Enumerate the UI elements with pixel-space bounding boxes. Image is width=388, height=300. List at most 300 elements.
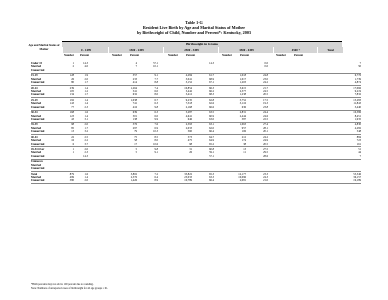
table-cell: 1.9 bbox=[84, 74, 88, 78]
table-cell: 1.6 bbox=[84, 111, 88, 115]
table-cell: 62.8 bbox=[209, 98, 214, 102]
table-cell: 1,426 bbox=[130, 179, 137, 183]
table-cell: 1.4 bbox=[84, 86, 88, 90]
percent-subheader: Percent bbox=[294, 53, 304, 57]
table-cell: 20.5 bbox=[263, 93, 268, 97]
table-cell: 639 bbox=[132, 111, 137, 115]
table-row bbox=[31, 130, 361, 133]
table-cell: 4,282 bbox=[354, 126, 361, 130]
age-group bbox=[31, 62, 361, 74]
table-cell: 36,157 bbox=[353, 176, 361, 180]
table-cell: 1,063 bbox=[239, 123, 246, 127]
table-cell: 24.4 bbox=[263, 111, 268, 115]
table-cell: 38 bbox=[243, 142, 246, 146]
table-cell: 0.0 bbox=[264, 62, 268, 65]
table-cell: 66.2 bbox=[209, 89, 214, 93]
table-cell: 10,386 bbox=[353, 111, 361, 115]
marital-status-label: Unmarried bbox=[31, 130, 45, 134]
table-cell: 3.2 bbox=[84, 130, 88, 134]
table-cell: 22.5 bbox=[263, 117, 268, 121]
table-cell: 1.4 bbox=[84, 176, 88, 180]
table-cell: 62.0 bbox=[209, 126, 214, 130]
marital-status-label: Unmarried bbox=[31, 81, 45, 85]
table-cell: 7 bbox=[359, 154, 361, 158]
table-cell: 9,235 bbox=[185, 98, 192, 102]
table-cell: 19,189 bbox=[353, 179, 361, 183]
footnote: Note: Numbers of unreported cases of birthweight for all age groups = 61. bbox=[31, 287, 109, 290]
table-cell: 161 bbox=[356, 142, 361, 146]
table-cell: 59.1 bbox=[209, 151, 214, 155]
table-cell: 7.2 bbox=[154, 172, 158, 176]
table-cell: 9.8 bbox=[154, 148, 158, 152]
table-cell: 6.3 bbox=[154, 111, 158, 115]
table-cell: 1,038 bbox=[130, 98, 137, 102]
table-cell: 9.1 bbox=[154, 74, 158, 78]
table-cell: 3,615 bbox=[239, 86, 246, 90]
table-header bbox=[62, 41, 342, 59]
table-cell: 60.8 bbox=[209, 148, 214, 152]
table-cell: 24.8 bbox=[263, 74, 268, 78]
table-cell: 3,440 bbox=[354, 105, 361, 109]
table-cell: 62.6 bbox=[209, 102, 214, 106]
table-cell: 66.4 bbox=[209, 179, 214, 183]
table-cell: 2.0 bbox=[84, 148, 88, 152]
marital-status-label: Unmarried bbox=[31, 179, 45, 183]
age-group bbox=[31, 87, 361, 99]
table-cell: 128 bbox=[69, 74, 74, 78]
table-cell: 7.4 bbox=[154, 86, 158, 90]
table-cell: 23.8 bbox=[263, 105, 268, 109]
table-cell: 6,776 bbox=[354, 74, 361, 78]
marital-status-label: Unmarried bbox=[31, 142, 45, 146]
table-cell: 7,318 bbox=[185, 102, 192, 106]
table-cell: 501 bbox=[132, 114, 137, 118]
table-cell: 6.4 bbox=[154, 176, 158, 180]
table-cell: 28.1 bbox=[263, 126, 268, 130]
table-cell: 9.9 bbox=[154, 117, 158, 121]
table-cell: 23.3 bbox=[263, 172, 268, 176]
table-cell: 106 bbox=[241, 130, 246, 134]
table-cell: 138 bbox=[132, 117, 137, 121]
table-cell: 4 bbox=[135, 62, 137, 65]
table-cell: 44 bbox=[358, 151, 361, 155]
table-cell: 58 bbox=[134, 139, 137, 143]
table-cell: 33,822 bbox=[184, 172, 192, 176]
table-cell: 2.0 bbox=[84, 77, 88, 81]
table-cell: 27.4 bbox=[263, 123, 268, 127]
table-cell: 5,412 bbox=[185, 93, 192, 97]
table-cell: 2,831 bbox=[239, 111, 246, 115]
table-cell: 1.7 bbox=[84, 81, 88, 85]
table-cell: 376 bbox=[132, 123, 137, 127]
age-group bbox=[31, 123, 361, 135]
footnote: *Birth percents may not add to 100 percent due to rounding. bbox=[31, 283, 94, 286]
table-cell: 13 bbox=[71, 130, 74, 134]
table-cell: 50 bbox=[358, 65, 361, 69]
table-cell: 17 bbox=[134, 142, 137, 146]
table-cell: 68.9 bbox=[209, 77, 214, 81]
table-cell: 63.0 bbox=[209, 117, 214, 121]
table-cell: 24.6 bbox=[263, 114, 268, 118]
marital-status-label: Married bbox=[31, 102, 42, 106]
table-cell: 64.9 bbox=[209, 139, 214, 143]
table-number: Table 1-G bbox=[185, 20, 203, 25]
table-cell: 2.0 bbox=[84, 179, 88, 183]
table-cell: 1,203 bbox=[239, 81, 246, 85]
table-cell: 64.7 bbox=[209, 135, 214, 139]
table-cell: 3,152 bbox=[185, 81, 192, 85]
table-cell: 1.4 bbox=[84, 98, 88, 102]
table-cell: 0.0 bbox=[264, 65, 268, 69]
table-cell: 1.6 bbox=[84, 172, 88, 176]
table-cell: 884 bbox=[356, 135, 361, 139]
table-cell: 1,739 bbox=[354, 77, 361, 81]
table-cell: 1,238 bbox=[239, 93, 246, 97]
table-cell: 380 bbox=[69, 179, 74, 183]
table-cell: 17.5 bbox=[263, 98, 268, 102]
number-subheader: Number bbox=[168, 53, 178, 57]
table-row bbox=[31, 118, 361, 121]
table-cell: 6.0 bbox=[154, 114, 158, 118]
table-cell: 357 bbox=[132, 74, 137, 78]
age-group-label: Unknown bbox=[31, 160, 43, 164]
table-cell: 499 bbox=[69, 176, 74, 180]
table-cell: 4.0 bbox=[84, 65, 88, 69]
table-cell: 548 bbox=[356, 130, 361, 134]
table-cell: 297 bbox=[132, 126, 137, 130]
table-cell: 4,284 bbox=[185, 74, 192, 78]
table-cell: 24.2 bbox=[263, 81, 268, 85]
table-cell: 2,377 bbox=[239, 89, 246, 93]
table-cell: 28.6 bbox=[263, 154, 268, 158]
table-cell: 5,287 bbox=[185, 111, 192, 115]
table-cell: 63.3 bbox=[209, 176, 214, 180]
table-cell: 63.1 bbox=[209, 123, 214, 127]
table-cell: 16 bbox=[71, 139, 74, 143]
table-cell: 2,444 bbox=[239, 114, 246, 118]
table-cell: 11 bbox=[243, 151, 246, 155]
range-header: 4500 + bbox=[273, 47, 318, 53]
marital-status-label: Unmarried bbox=[31, 105, 45, 109]
table-cell: 12,177 bbox=[238, 172, 246, 176]
table-cell: 2.3 bbox=[84, 105, 88, 109]
age-group-label: 30-34 bbox=[31, 111, 38, 115]
marital-status-label: Unmarried bbox=[31, 117, 45, 121]
table-cell: 8.5 bbox=[154, 135, 158, 139]
table-cell: 1,017 bbox=[239, 77, 246, 81]
table-cell: 3.1 bbox=[84, 117, 88, 121]
table-subtitle: by Birthweight of Child, Number and Percent*: Kentucky, 2003 bbox=[136, 30, 252, 35]
age-group bbox=[31, 136, 361, 148]
table-cell: 4,830 bbox=[354, 123, 361, 127]
table-cell: 43 bbox=[71, 117, 74, 121]
table-cell: 3,041 bbox=[185, 77, 192, 81]
table-cell: 55,346 bbox=[353, 172, 361, 176]
table-cell: 2,081 bbox=[239, 179, 246, 183]
age-group-label: 25-29 bbox=[31, 98, 38, 102]
marital-status-label: Married bbox=[31, 139, 42, 143]
marital-status-label: Unmarried bbox=[31, 93, 45, 97]
table-cell: 192 bbox=[69, 98, 74, 102]
table-cell: 85 bbox=[71, 126, 74, 130]
marital-status-label: Married bbox=[31, 176, 42, 180]
table-cell: 3,802 bbox=[130, 172, 137, 176]
range-header: 0 - 1499 bbox=[62, 47, 109, 53]
table-cell: 24.5 bbox=[263, 89, 268, 93]
table-cell: 79 bbox=[134, 130, 137, 134]
table-cell: 387 bbox=[241, 117, 246, 121]
table-cell: 1 bbox=[72, 148, 74, 152]
marital-status-label: Unmarried bbox=[31, 167, 45, 171]
marital-status-label: Unmarried bbox=[31, 68, 45, 72]
table-cell: 15,283 bbox=[353, 98, 361, 102]
table-cell: 2.2 bbox=[84, 139, 88, 143]
table-cell: 57.1 bbox=[153, 62, 158, 65]
table-cell: 6.7 bbox=[154, 98, 158, 102]
table-row bbox=[31, 155, 361, 158]
table-cell: 2.3 bbox=[84, 151, 88, 155]
table-cell: 26 bbox=[71, 77, 74, 81]
table-cell: 573 bbox=[187, 135, 192, 139]
table-cell: 233 bbox=[132, 77, 137, 81]
table-cell: 3.7 bbox=[84, 142, 88, 146]
table-cell: 741 bbox=[132, 102, 137, 106]
table-cell: 10.3 bbox=[153, 130, 158, 134]
table-cell: 143 bbox=[69, 102, 74, 106]
table-cell: 29.5 bbox=[263, 151, 268, 155]
table-cell: 63.5 bbox=[209, 111, 214, 115]
age-group bbox=[31, 99, 361, 111]
table-body bbox=[31, 62, 361, 185]
number-subheader: Number bbox=[222, 53, 232, 57]
table-cell: 10.1 bbox=[153, 65, 158, 69]
table-cell: 61.7 bbox=[209, 74, 214, 78]
range-header-row bbox=[62, 47, 342, 53]
table-row bbox=[31, 69, 361, 72]
age-group bbox=[31, 160, 361, 172]
table-cell: 66.6 bbox=[209, 105, 214, 109]
age-group-label: 20-24 bbox=[31, 86, 38, 90]
table-cell: 26 bbox=[189, 151, 192, 155]
table-cell: 2.0 bbox=[84, 123, 88, 127]
table-cell: 2,593 bbox=[185, 123, 192, 127]
table-cell: 65.3 bbox=[209, 172, 214, 176]
table-cell: 9.1 bbox=[154, 151, 158, 155]
table-cell: 1.4 bbox=[84, 102, 88, 106]
number-subheader: Number bbox=[276, 53, 286, 57]
percent-subheader: Percent bbox=[186, 53, 196, 57]
table-row bbox=[31, 167, 361, 170]
age-group-label: 15-19 bbox=[31, 74, 38, 78]
table-cell: 27.5 bbox=[263, 148, 268, 152]
percent-subheader: Percent bbox=[130, 53, 140, 57]
table-cell: 20.5 bbox=[263, 142, 268, 146]
table-cell: 20.1 bbox=[263, 130, 268, 134]
table-cell: 1 bbox=[72, 62, 74, 65]
table-cell: 21.0 bbox=[263, 179, 268, 183]
table-cell: 23.0 bbox=[263, 77, 268, 81]
range-header: 3500 - 4499 bbox=[218, 47, 274, 53]
table-cell: 3,116 bbox=[239, 102, 246, 106]
table-title: Resident Live Birth by Age and Marital Status of Mother bbox=[142, 25, 246, 30]
table-cell: 1 bbox=[72, 151, 74, 155]
percent-subheader: Percent bbox=[240, 53, 250, 57]
table-cell: 17,066 bbox=[353, 86, 361, 90]
age-group-label: 40-44 bbox=[31, 135, 38, 139]
table-cell: 10,789 bbox=[184, 179, 192, 183]
table-cell: 14.3 bbox=[209, 62, 214, 65]
age-group bbox=[31, 111, 361, 123]
table-cell: 11,843 bbox=[353, 102, 361, 106]
table-cell: 6 bbox=[72, 142, 74, 146]
table-cell: 19.3 bbox=[263, 102, 268, 106]
table-cell: 66.4 bbox=[209, 130, 214, 134]
table-cell: 8.8 bbox=[154, 81, 158, 85]
row-divider bbox=[31, 183, 361, 184]
age-group-label: 45-54 Over bbox=[31, 148, 45, 152]
table-cell: 98 bbox=[71, 123, 74, 127]
table-cell: 60.9 bbox=[209, 114, 214, 118]
table-cell: 2.5 bbox=[84, 135, 88, 139]
table-cell: 22 bbox=[71, 135, 74, 139]
table-cell: 7 bbox=[359, 62, 361, 65]
table-cell: 5,442 bbox=[185, 89, 192, 93]
table-cell: 1,018 bbox=[239, 74, 246, 78]
table-cell: 2,376 bbox=[130, 176, 137, 180]
table-cell: 2,033 bbox=[185, 126, 192, 130]
table-cell: 4,874 bbox=[354, 81, 361, 85]
table-cell: 7.6 bbox=[154, 123, 158, 127]
range-header: 2500 - 3499 bbox=[163, 47, 219, 53]
table-cell: 212 bbox=[241, 135, 246, 139]
table-row bbox=[31, 179, 361, 182]
marital-status-label: Unmarried bbox=[31, 154, 45, 158]
table-cell: 80 bbox=[71, 81, 74, 85]
table-cell: 65.2 bbox=[209, 142, 214, 146]
table-cell: 1,935 bbox=[354, 117, 361, 121]
table-cell: 105 bbox=[69, 89, 74, 93]
table-cell: 723 bbox=[356, 139, 361, 143]
table-cell: 416 bbox=[132, 105, 137, 109]
age-group-label: 35-39 bbox=[31, 123, 38, 127]
table-cell: 1,264 bbox=[130, 86, 137, 90]
table-row bbox=[31, 81, 361, 84]
table-cell: 10,854 bbox=[184, 86, 192, 90]
percent-subheader: Percent bbox=[80, 53, 90, 57]
table-cell: 646 bbox=[187, 117, 192, 121]
table-cell: 879 bbox=[69, 172, 74, 176]
table-cell: 13 bbox=[243, 148, 246, 152]
table-cell: 10,096 bbox=[238, 176, 246, 180]
table-cell: 5 bbox=[135, 151, 137, 155]
table-row bbox=[31, 143, 361, 146]
table-cell: 66.3 bbox=[209, 86, 214, 90]
table-cell: 2,168 bbox=[185, 105, 192, 109]
table-cell: 68.3 bbox=[209, 93, 214, 97]
table-cell: 8,451 bbox=[354, 114, 361, 118]
table-cell: 957 bbox=[241, 126, 246, 130]
table-cell: 75 bbox=[134, 135, 137, 139]
number-subheader: Number bbox=[64, 53, 74, 57]
table-cell: 1.4 bbox=[84, 114, 88, 118]
marital-status-label: Married bbox=[31, 89, 42, 93]
table-cell: 7,832 bbox=[354, 93, 361, 97]
table-cell: 98 bbox=[189, 142, 192, 146]
table-cell: 475 bbox=[187, 139, 192, 143]
table-cell: 77 bbox=[71, 105, 74, 109]
table-cell: 560 bbox=[187, 130, 192, 134]
table-cell: 10.6 bbox=[153, 142, 158, 146]
range-header: 1500 - 2499 bbox=[108, 47, 164, 53]
range-header: Total bbox=[317, 47, 343, 53]
table-cell: 24.9 bbox=[263, 139, 268, 143]
table-cell: 23,033 bbox=[184, 176, 192, 180]
table-cell: 632 bbox=[132, 93, 137, 97]
table-cell: 14.3 bbox=[83, 154, 88, 158]
table-cell: 168 bbox=[69, 111, 74, 115]
marital-status-label: Married bbox=[31, 163, 42, 167]
number-subheader: Number bbox=[112, 53, 122, 57]
table-cell: 21.7 bbox=[263, 86, 268, 90]
table-cell: 8.0 bbox=[154, 139, 158, 143]
table-cell: 1.7 bbox=[84, 93, 88, 97]
table-cell: 8.9 bbox=[154, 179, 158, 183]
table-row bbox=[31, 93, 361, 96]
marital-status-label: Married bbox=[31, 77, 42, 81]
table-cell: 123 bbox=[69, 114, 74, 118]
table-cell: 6.3 bbox=[154, 102, 158, 106]
table-cell: 414 bbox=[132, 81, 137, 85]
table-cell: 541 bbox=[132, 89, 137, 93]
table-cell: 134 bbox=[69, 93, 74, 97]
age-group bbox=[31, 74, 361, 86]
table-cell: 9.8 bbox=[154, 105, 158, 109]
table-cell: 8.0 bbox=[154, 93, 158, 97]
age-group bbox=[31, 173, 361, 185]
table-cell: 6.0 bbox=[154, 89, 158, 93]
marital-status-label: Married bbox=[31, 151, 42, 155]
table-cell: 24.3 bbox=[263, 176, 268, 180]
table-cell: 9,219 bbox=[354, 89, 361, 93]
table-cell: 7 bbox=[135, 65, 137, 69]
age-group-label: Under 15 bbox=[31, 62, 43, 65]
age-group bbox=[31, 148, 361, 160]
table-cell: 24.2 bbox=[263, 135, 268, 139]
table-cell: 6.9 bbox=[154, 126, 158, 130]
table-cell: 239 bbox=[69, 86, 74, 90]
table-cell: 636 bbox=[241, 105, 246, 109]
table-cell: 51 bbox=[358, 148, 361, 152]
birthweight-header: Birthweight in Grams bbox=[62, 41, 342, 48]
table-row bbox=[31, 106, 361, 109]
table-cell: 4,641 bbox=[185, 114, 192, 118]
marital-status-label: Married bbox=[31, 65, 42, 69]
table-cell: 174 bbox=[241, 139, 246, 143]
table-cell: 31 bbox=[189, 148, 192, 152]
table-cell: 3,752 bbox=[239, 98, 246, 102]
table-cell: 57.1 bbox=[209, 154, 214, 158]
table-cell: 5 bbox=[135, 148, 137, 152]
marital-status-label: Married bbox=[31, 114, 42, 118]
age-group-label: Total bbox=[31, 172, 38, 176]
table-cell: 1.2 bbox=[84, 89, 88, 93]
table-cell: 1.7 bbox=[84, 126, 88, 130]
age-column-header: Age and Marital Status of Mother bbox=[28, 44, 60, 51]
table-cell: 2 bbox=[72, 65, 74, 69]
table-cell: 14.3 bbox=[83, 62, 88, 65]
table-cell: 67.1 bbox=[209, 81, 214, 85]
table-cell: 7.7 bbox=[154, 77, 158, 81]
